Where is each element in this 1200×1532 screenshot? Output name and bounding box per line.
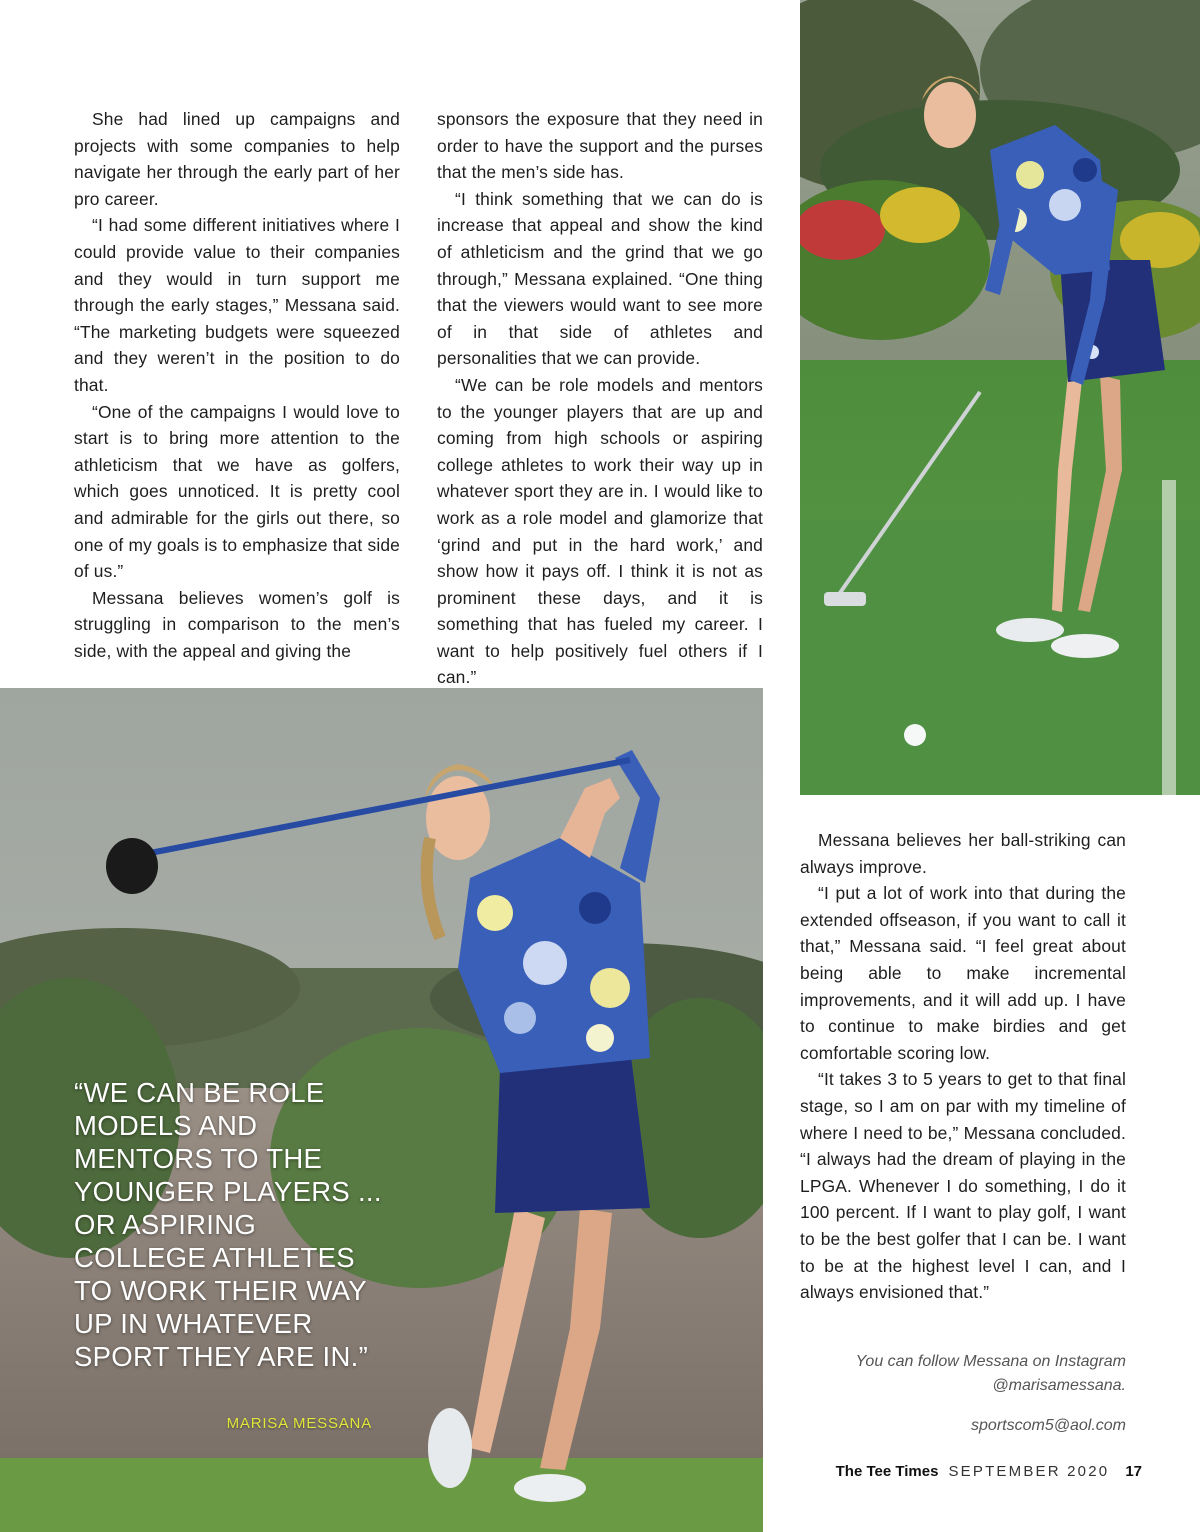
pull-quote: “WE CAN BE ROLE MODELS AND MENTORS TO THE YOUNGER PLAYERS ... OR ASPIRING COLLEGE ATHLETES TO WORK THEIR WAY UP IN WHATEVER SPORT THEY ARE IN.” <box>74 1077 382 1372</box>
paragraph: Messana believes her ball-striking can always improve. <box>800 830 1126 877</box>
paragraph: She had lined up campaigns and projects with some companies to help navigate her through the early part of her pro career. <box>74 109 400 209</box>
article-column-3 <box>800 827 1126 1306</box>
paragraph: “I think something that we can do is increase that appeal and show the kind of athleticism and the grind that we go through,” Messana explained. “One thing that the viewers would want to see more of in that side of athletes and personalities that we can provide. <box>437 188 763 369</box>
author-email[interactable]: sportscom5@aol.com <box>971 1417 1126 1434</box>
article-column-2 <box>437 106 763 691</box>
instagram-note: You can follow Messana on Instagram @marisamessana. <box>855 1353 1126 1394</box>
paragraph: “We can be role models and mentors to the younger players that are up and coming from high schools or aspiring college athletes to work their way up in whatever sport they are in. I would like to work as a role model and glamorize that ‘grind and put in the hard work,’ and show how it pays off. I think it is not as prominent these days, and it is something that has fueled my career. I want to help positively fuel others if I can.” <box>437 374 763 688</box>
paragraph: “I put a lot of work into that during the extended offseason, if you want to call it that,” Messana said. “I feel great about being able to make incremental improvements, and it will add up. I have to continue to make birdies and get comfortable scoring low. <box>800 883 1126 1063</box>
magazine-name: The Tee Times <box>835 1463 939 1480</box>
page-number: 17 <box>1125 1463 1142 1480</box>
issue-date: SEPTEMBER 2020 <box>948 1463 1110 1480</box>
page-footer <box>836 1463 1142 1480</box>
paragraph: sponsors the exposure that they need in order to have the support and the purses that the men’s side has. <box>437 109 763 183</box>
paragraph: “One of the campaigns I would love to start is to bring more attention to the athleticism that we have as golfers, which goes unnoticed. It is pretty cool and admirable for the girls out there, so one of my goals is to emphasize that side of us.” <box>74 401 400 582</box>
paragraph: “I had some different initiatives where I could provide value to their companies and they would in turn support me through the early stages,” Messana said. “The marketing budgets were squeezed and they weren’t in the position to do that. <box>74 215 400 395</box>
putting-photo <box>800 0 1200 795</box>
paragraph: “It takes 3 to 5 years to get to that final stage, so I am on par with my timeline of where I need to be,” Messana concluded. “I always had the dream of playing in the LPGA. Whenever I do something, I do it 100 percent. If I want to play golf, I want to be the best golfer that I can be. I want to be at the highest level I can, and I always envisioned that.” <box>800 1069 1126 1303</box>
article-column-1 <box>74 106 400 664</box>
paragraph: Messana believes women’s golf is struggling in comparison to the men’s side, with the appeal and giving the <box>74 587 400 661</box>
pull-quote-attribution: MARISA MESSANA <box>226 1415 372 1432</box>
